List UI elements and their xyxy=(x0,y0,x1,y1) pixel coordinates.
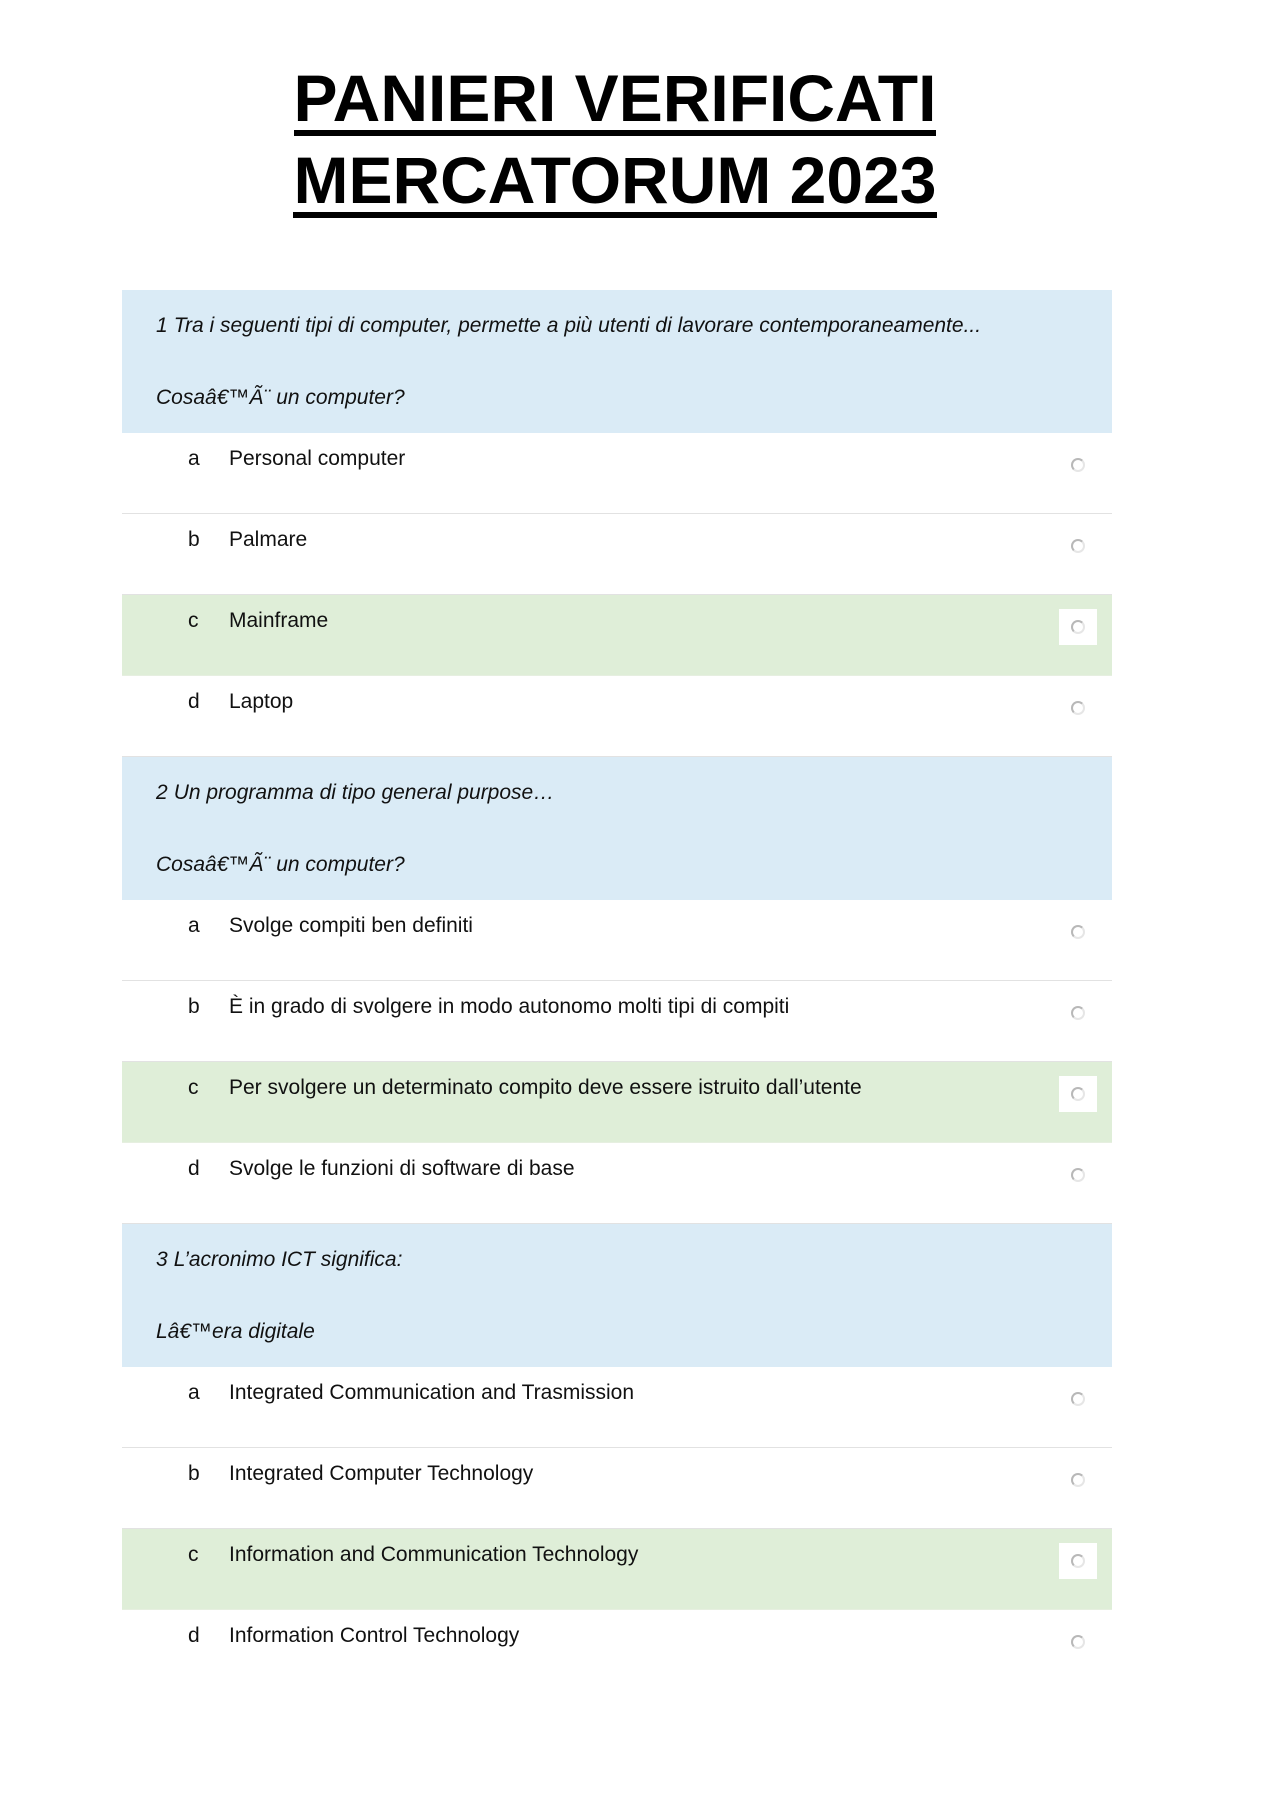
option-letter: a xyxy=(188,447,200,470)
option-letter: c xyxy=(188,609,199,632)
option-text: Laptop xyxy=(229,690,294,713)
answer-option-b[interactable] xyxy=(122,514,1112,595)
option-text: Mainframe xyxy=(229,609,329,632)
quiz-container xyxy=(122,290,1112,1691)
radio-button[interactable] xyxy=(1071,701,1085,715)
radio-button[interactable] xyxy=(1071,539,1085,553)
answer-option-d[interactable] xyxy=(122,1610,1112,1691)
radio-button[interactable] xyxy=(1071,1006,1085,1020)
question-subtitle: Cosaâ€™Ã¨ un computer? xyxy=(156,386,405,409)
answer-option-d[interactable] xyxy=(122,676,1112,757)
question-text: Un programma di tipo general purpose… xyxy=(173,781,555,804)
option-text: Information Control Technology xyxy=(229,1624,520,1647)
option-letter: c xyxy=(188,1076,199,1099)
question-text: L’acronimo ICT significa: xyxy=(173,1248,403,1271)
radio-button[interactable] xyxy=(1071,1473,1085,1487)
radio-button[interactable] xyxy=(1071,925,1085,939)
title-line-1: PANIERI VERIFICATI xyxy=(293,61,937,135)
question-subtitle: Cosaâ€™Ã¨ un computer? xyxy=(156,853,405,876)
answer-option-a[interactable] xyxy=(122,433,1112,514)
option-letter: c xyxy=(188,1543,199,1566)
answer-option-b[interactable] xyxy=(122,1448,1112,1529)
option-letter: a xyxy=(188,1381,200,1404)
option-letter: d xyxy=(188,1624,200,1647)
radio-button[interactable] xyxy=(1071,1635,1085,1649)
radio-button[interactable] xyxy=(1071,620,1085,634)
option-text: Integrated Computer Technology xyxy=(229,1462,534,1485)
question-text: Tra i seguenti tipi di computer, permette a più utenti di lavorare contemporaneamente... xyxy=(173,314,982,337)
question-header xyxy=(122,290,1112,433)
option-text: Palmare xyxy=(229,528,308,551)
option-text: Per svolgere un determinato compito deve essere istruito dall’utente xyxy=(229,1076,862,1099)
option-letter: b xyxy=(188,528,200,551)
page-title xyxy=(0,62,1230,226)
radio-button[interactable] xyxy=(1071,1168,1085,1182)
option-text: Personal computer xyxy=(229,447,406,470)
question-number: 1 xyxy=(156,314,168,337)
radio-button[interactable] xyxy=(1071,458,1085,472)
answer-option-c-correct[interactable] xyxy=(122,1529,1112,1610)
radio-button[interactable] xyxy=(1071,1392,1085,1406)
option-letter: d xyxy=(188,690,200,713)
question-number: 2 xyxy=(156,781,168,804)
option-text: Integrated Communication and Trasmission xyxy=(229,1381,635,1404)
radio-button[interactable] xyxy=(1071,1554,1085,1568)
answer-option-a[interactable] xyxy=(122,1367,1112,1448)
title-line-2: MERCATORUM 2023 xyxy=(293,143,937,217)
option-letter: b xyxy=(188,1462,200,1485)
option-letter: b xyxy=(188,995,200,1018)
option-letter: a xyxy=(188,914,200,937)
answer-option-a[interactable] xyxy=(122,900,1112,981)
question-number: 3 xyxy=(156,1248,168,1271)
question-subtitle: Lâ€™era digitale xyxy=(156,1320,315,1343)
option-text: È in grado di svolgere in modo autonomo molti tipi di compiti xyxy=(229,995,790,1018)
radio-button[interactable] xyxy=(1071,1087,1085,1101)
answer-option-c-correct[interactable] xyxy=(122,595,1112,676)
answer-option-b[interactable] xyxy=(122,981,1112,1062)
question-header xyxy=(122,757,1112,900)
answer-option-c-correct[interactable] xyxy=(122,1062,1112,1143)
option-text: Svolge le funzioni di software di base xyxy=(229,1157,575,1180)
question-header xyxy=(122,1224,1112,1367)
option-text: Information and Communication Technology xyxy=(229,1543,639,1566)
option-text: Svolge compiti ben definiti xyxy=(229,914,473,937)
answer-option-d[interactable] xyxy=(122,1143,1112,1224)
option-letter: d xyxy=(188,1157,200,1180)
